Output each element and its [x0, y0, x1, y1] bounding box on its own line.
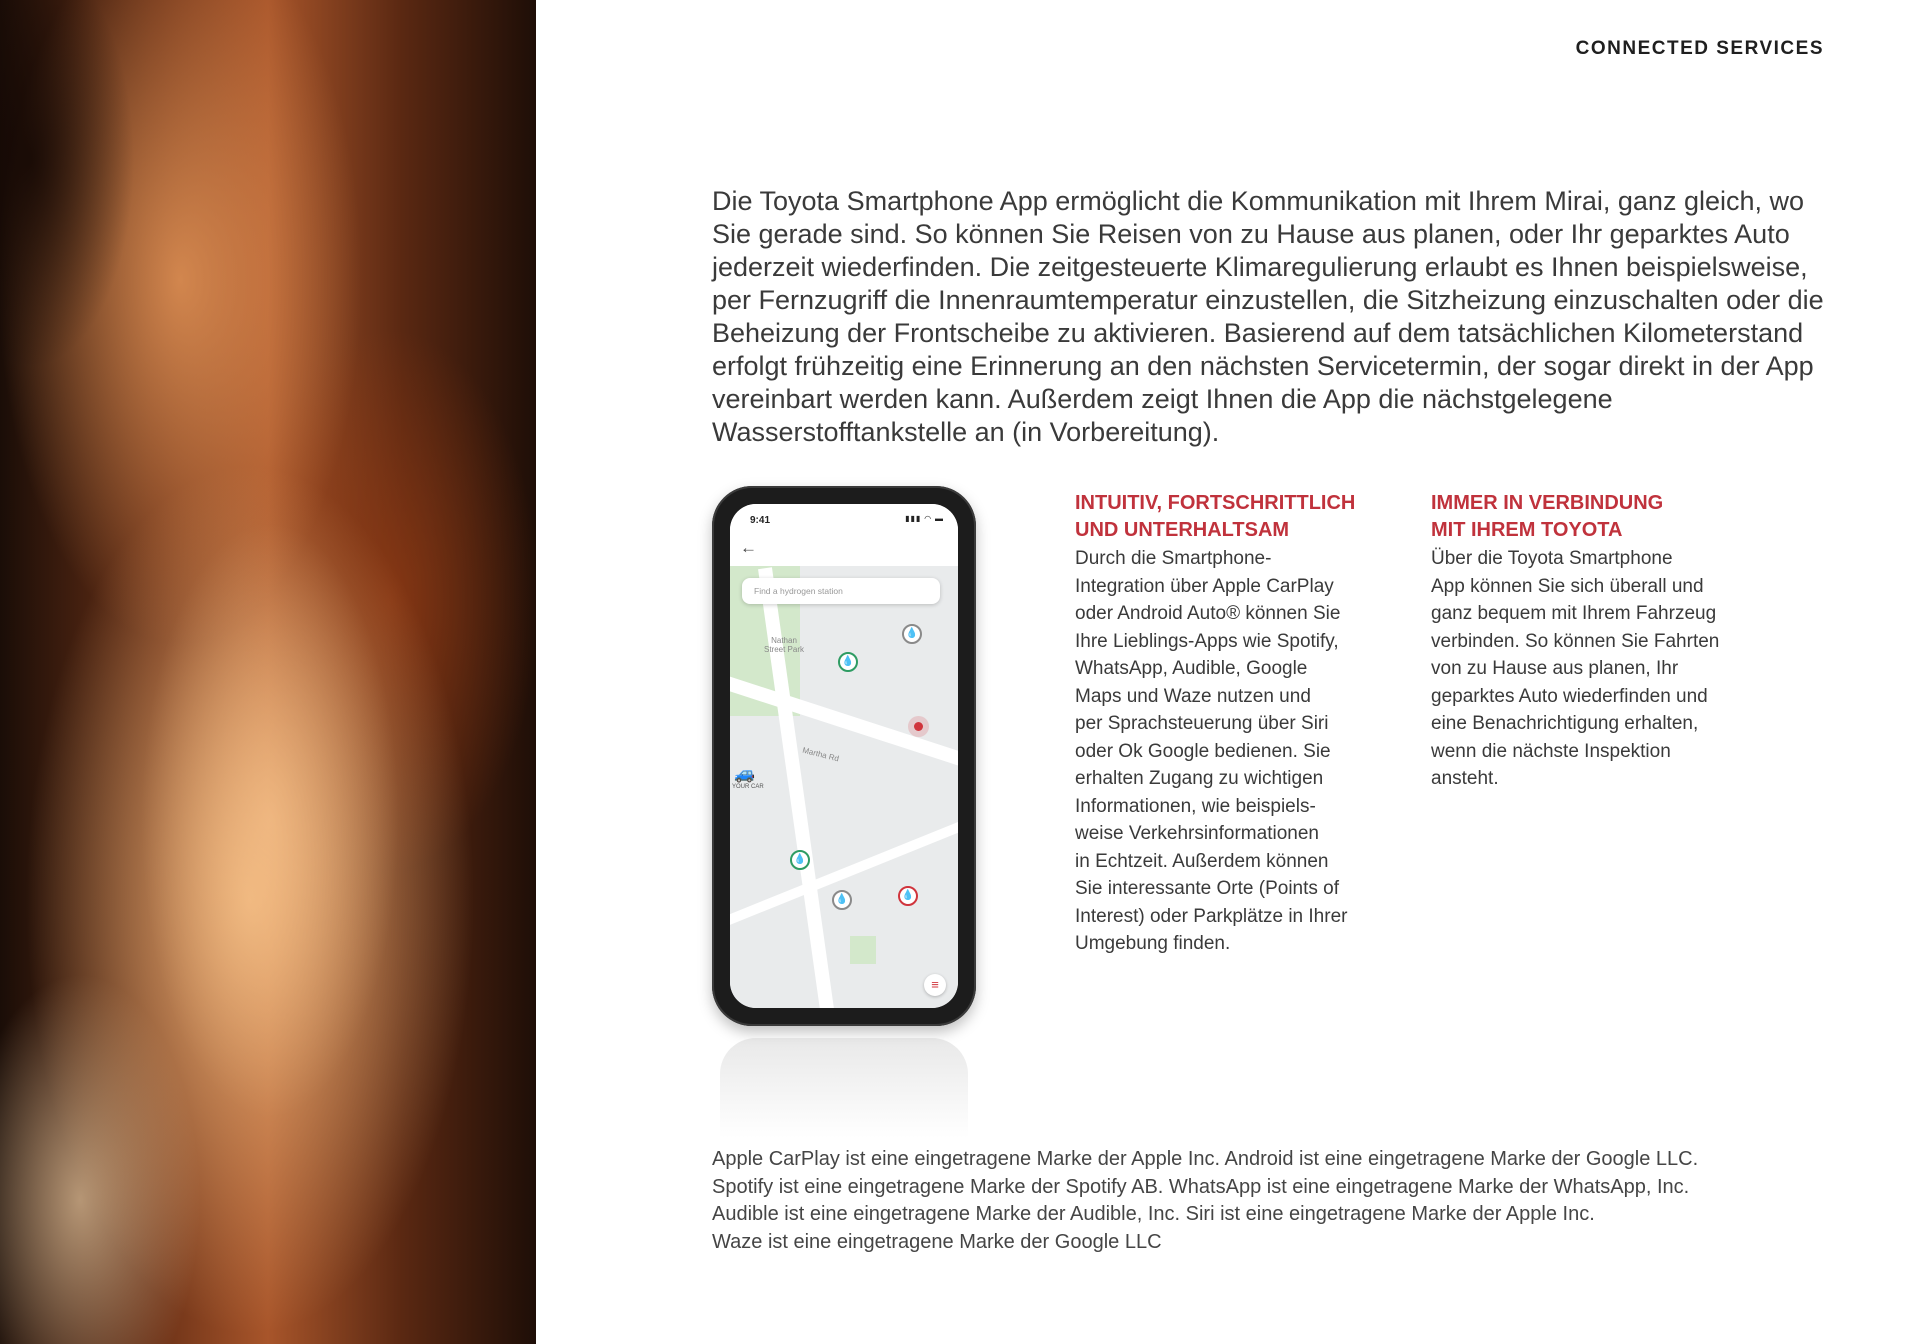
map-label-road: Martha Rd: [801, 745, 840, 764]
intro-paragraph: Die Toyota Smartphone App ermöglicht die Kommunikation mit Ihrem Mirai, ganz gleich, wo Sie gerade sind. So können Sie Reisen von zu Hause aus planen, oder Ihr geparktes Auto jederzeit wiederfinden. Die zeitgesteuerte Klimaregulierung erlaubt es Ihnen beispielsweise, per Fernzugriff die Innenraumtemperatur einzustellen, die Sitzheizung einzuschalten oder die Beheizung der Frontscheibe zu aktivieren. Basierend auf dem tatsächlichen Kilometerstand erfolgt frühzeitig eine Erinnerung an den nächsten Servicetermin, der sogar direkt in der App vereinbart werden kann. Außerdem zeigt Ihnen die App die nächstgelegene Wasserstofftankstelle an (in Vorbereitung).: [712, 186, 1824, 447]
column-body: Über die Toyota Smartphone App können Sie sich überall und ganz bequem mit Ihrem Fahrzeug verbinden. So können Sie Fahrten von zu Hause aus planen, Ihr geparktes Auto wiederfinden und eine Benachrichtigung erhalten, wenn die nächste Inspektion ansteht.: [1431, 548, 1720, 789]
feature-column-smartphone-integration: [1075, 490, 1375, 958]
car-label: YOUR CAR: [732, 784, 764, 790]
menu-icon[interactable]: ≡: [924, 974, 946, 996]
phone-reflection: [720, 1038, 968, 1138]
status-time: 9:41: [750, 515, 771, 526]
hydrogen-station-pin[interactable]: 💧: [832, 890, 852, 910]
phone-screen: [730, 504, 958, 1008]
section-label: CONNECTED SERVICES: [1575, 38, 1824, 59]
map-road: [730, 810, 958, 932]
hero-photo: [0, 0, 536, 1344]
column-heading: IMMER IN VERBINDUNG MIT IHREM TOYOTA: [1431, 492, 1664, 541]
photo-shadow: [0, 0, 170, 420]
hydrogen-search-input[interactable]: Find a hydrogen station: [742, 578, 940, 604]
map-road: [730, 673, 958, 773]
status-bar: [730, 504, 958, 534]
column-body: Durch die Smartphone- Integration über Apple CarPlay oder Android Auto® können Sie Ihre Lieblings-Apps wie Spotify, WhatsApp, Audible, Google Maps und Waze nutzen und per Sprachsteuerung über Siri oder Ok Google bedienen. Sie erhalten Zugang zu wichtigen Informationen, wie beispiels- weise Verkehrsinformationen in Echtzeit. Außerdem können Sie interessante Orte (Points of Interest) oder Parkplätze in Ihrer Umgebung finden.: [1075, 548, 1348, 954]
column-heading: INTUITIV, FORTSCHRITTLICH UND UNTERHALTSAM: [1075, 492, 1356, 541]
car-icon[interactable]: 🚙: [734, 764, 756, 783]
feature-column-connected-toyota: [1431, 490, 1731, 793]
photo-highlight: [140, 520, 400, 1120]
hydrogen-station-pin[interactable]: 💧: [902, 624, 922, 644]
map-label-park: Nathan Street Park: [763, 636, 804, 654]
trademark-footnotes: [712, 1146, 1872, 1256]
back-arrow-icon[interactable]: ←: [740, 538, 757, 557]
phone-frame: [712, 486, 976, 1026]
hydrogen-station-pin[interactable]: 💧: [898, 886, 918, 906]
hydrogen-station-pin[interactable]: 💧: [838, 652, 858, 672]
phone-illustration: [712, 486, 976, 1136]
app-bar: [730, 534, 958, 566]
footnote-line: Audible ist eine eingetragene Marke der Audible, Inc. Siri ist eine eingetragene Marke der Apple Inc.: [712, 1203, 1595, 1225]
map-green-patch: [850, 936, 876, 964]
map-view[interactable]: [730, 566, 958, 1008]
footnote-line: Waze ist eine eingetragene Marke der Google LLC: [712, 1230, 1162, 1253]
footnote-line: Spotify ist eine eingetragene Marke der Spotify AB. WhatsApp ist eine eingetragene Marke der WhatsApp, Inc.: [712, 1175, 1690, 1198]
hydrogen-station-pin[interactable]: 💧: [790, 850, 810, 870]
status-icons: ▮▮▮ ◠ ▬: [905, 514, 944, 523]
footnote-line: Apple CarPlay ist eine eingetragene Marke der Apple Inc. Android ist eine eingetragene Marke der Google LLC.: [712, 1148, 1699, 1170]
user-location-dot: [914, 722, 923, 731]
